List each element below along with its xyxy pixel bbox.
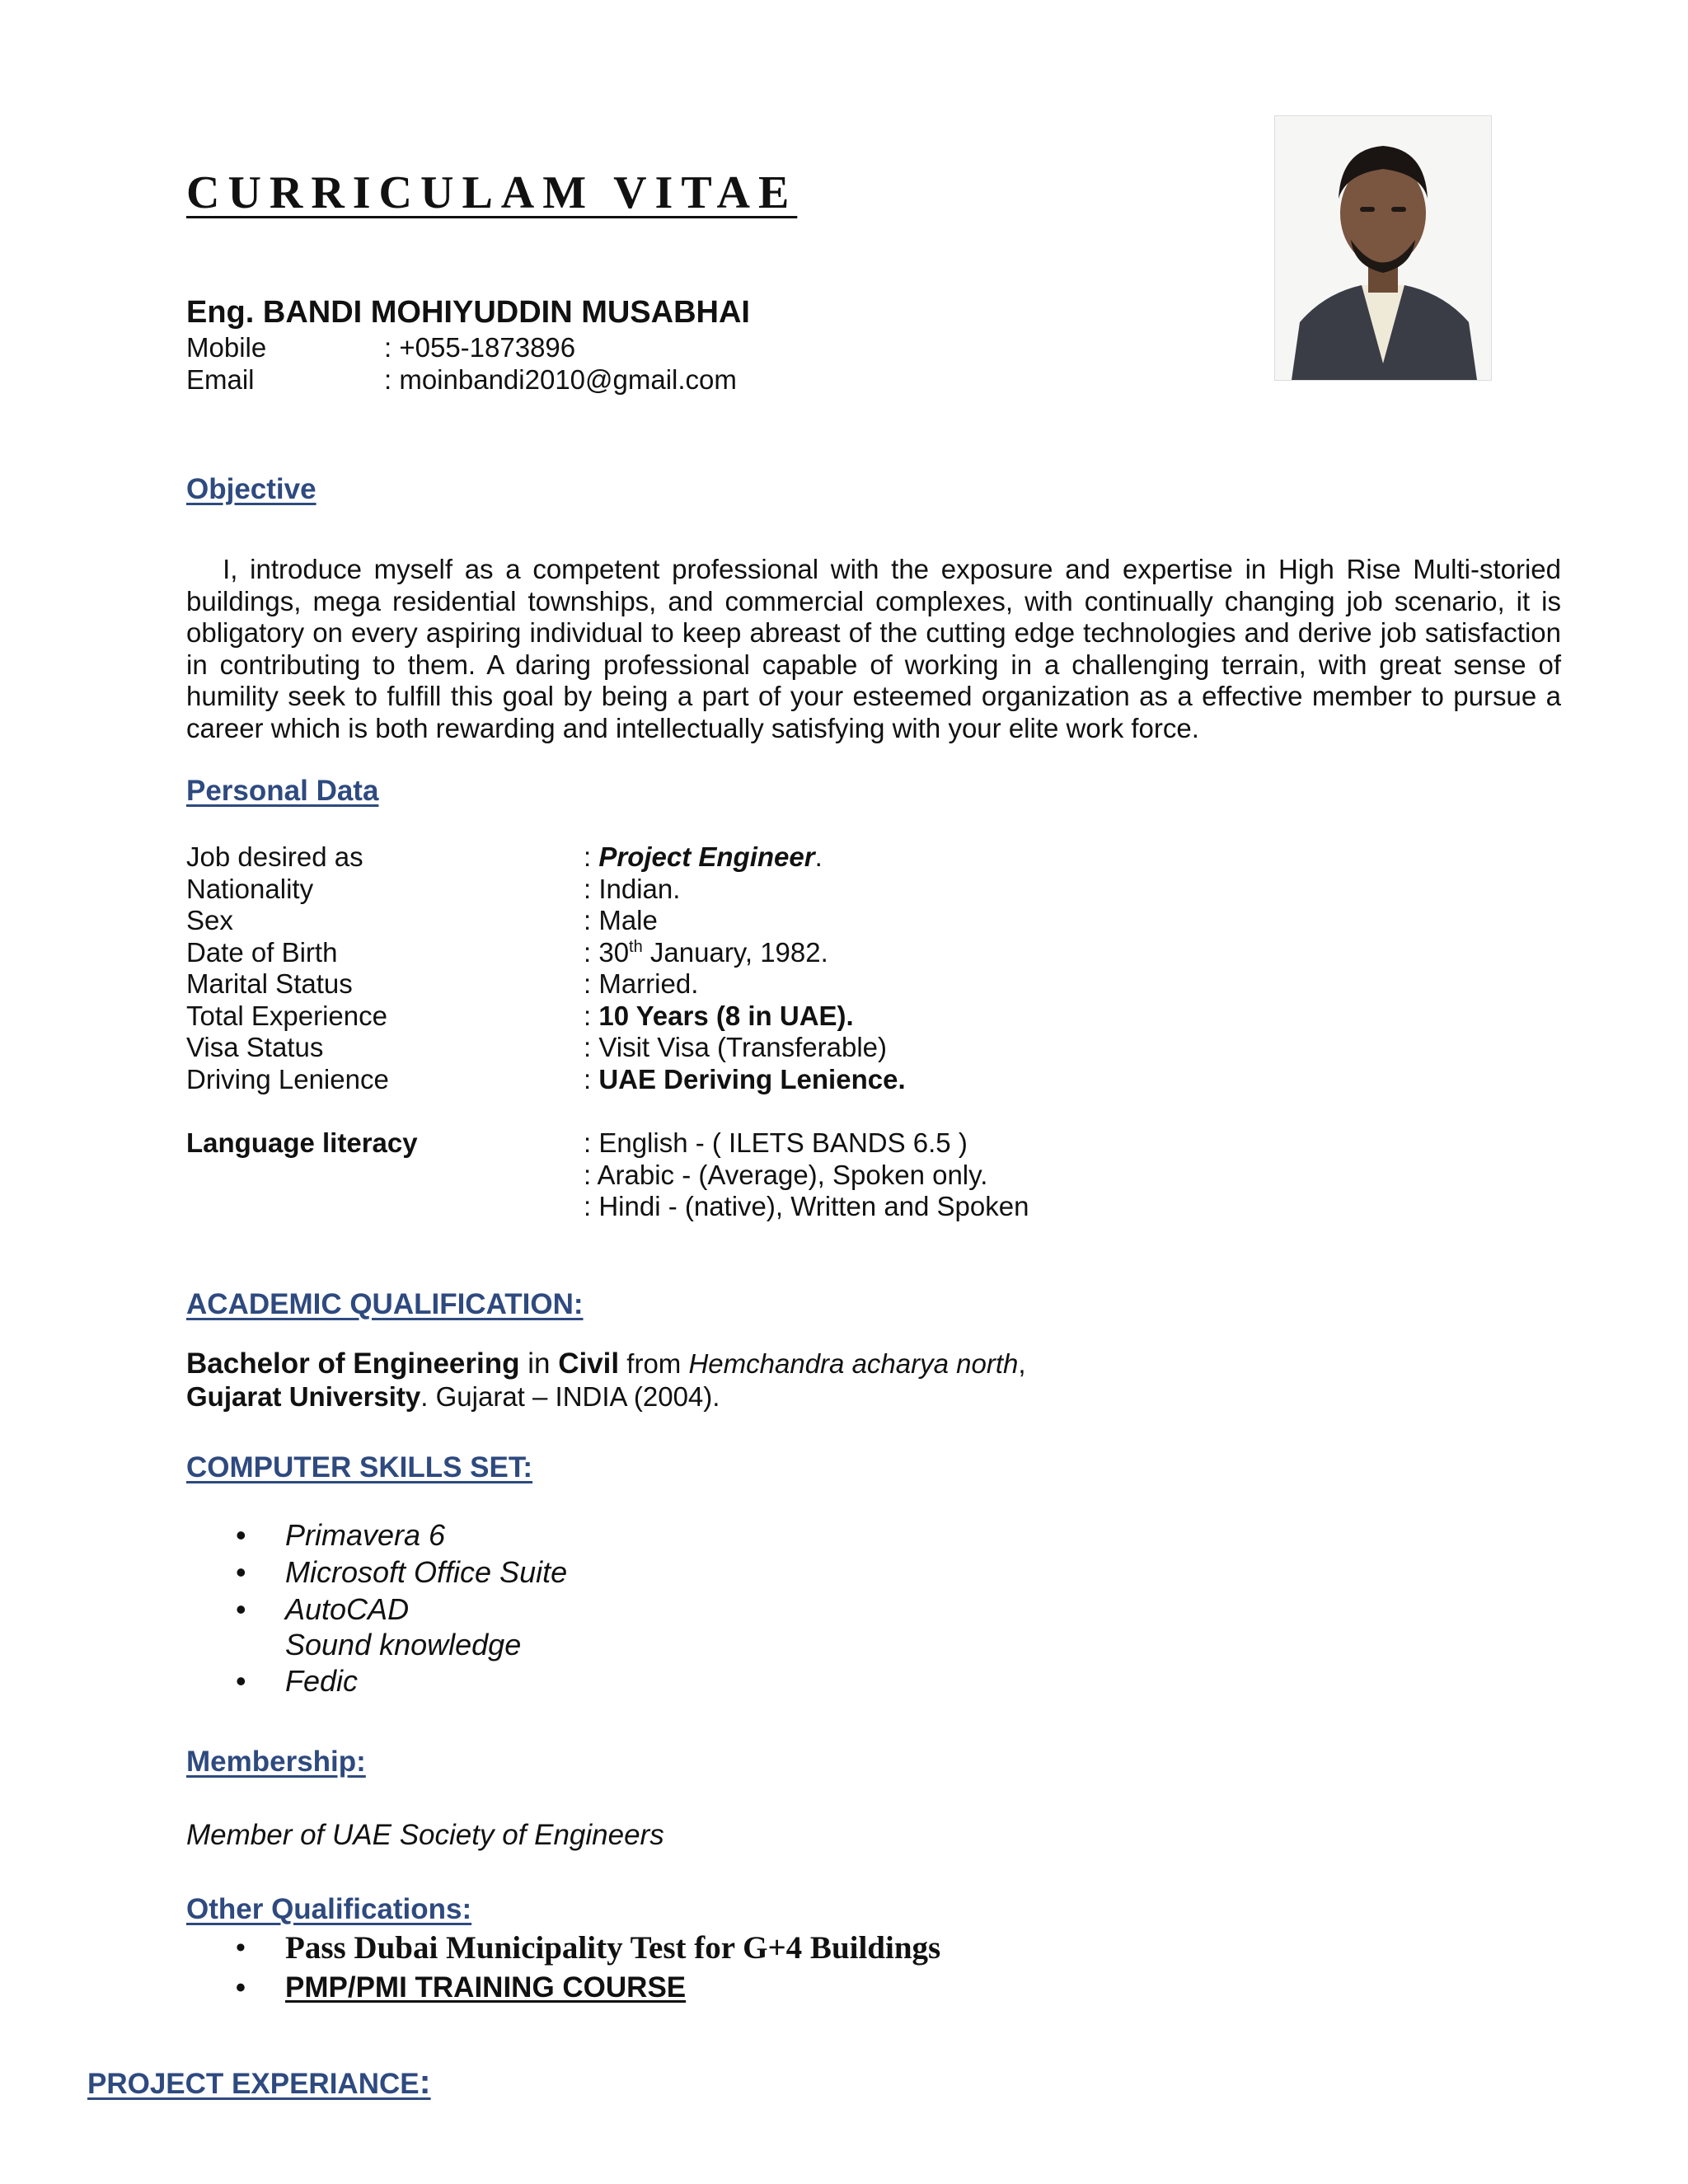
sex-value: : Male bbox=[584, 905, 658, 935]
dob-value bbox=[584, 937, 828, 968]
other-qualifications-heading: Other Qualifications: bbox=[186, 1893, 472, 1925]
qualification-item: • Pass Dubai Municipality Test for G+4 Buildings bbox=[186, 1929, 940, 1968]
driving-row bbox=[186, 1064, 906, 1095]
from-text: from bbox=[619, 1348, 689, 1379]
experience-value bbox=[584, 1001, 854, 1031]
skill-item: • Fedic bbox=[186, 1662, 567, 1699]
visa-label: Visa Status bbox=[186, 1032, 324, 1062]
nationality-row bbox=[186, 874, 680, 905]
job-label: Job desired as bbox=[186, 841, 363, 872]
dob-sup: th bbox=[629, 938, 643, 956]
mobile-row bbox=[186, 332, 575, 363]
language-english: : English - ( ILETS BANDS 6.5 ) bbox=[584, 1127, 968, 1158]
driving-value bbox=[584, 1064, 906, 1094]
skill-item: • Primavera 6 bbox=[186, 1516, 567, 1554]
language-label: Language literacy bbox=[186, 1127, 418, 1158]
skill-item: • AutoCAD bbox=[186, 1591, 567, 1628]
language-row-2 bbox=[186, 1160, 987, 1191]
objective-text bbox=[186, 554, 1561, 744]
email-row bbox=[186, 364, 737, 396]
project-experience-heading bbox=[87, 2062, 431, 2102]
sex-label: Sex bbox=[186, 905, 233, 935]
mobile-label: Mobile bbox=[186, 332, 267, 363]
project-experience-colon: : bbox=[419, 2062, 431, 2101]
comma: , bbox=[1018, 1348, 1026, 1379]
language-arabic: : Arabic - (Average), Spoken only. bbox=[584, 1160, 988, 1190]
college-name: Hemchandra acharya north bbox=[688, 1348, 1019, 1379]
document-title: CURRICULAM VITAE bbox=[186, 167, 798, 218]
project-experience-label: PROJECT EXPERIANCE bbox=[87, 2068, 420, 2100]
job-prefix: : bbox=[584, 841, 599, 872]
sex-row bbox=[186, 905, 658, 936]
experience-label: Total Experience bbox=[186, 1001, 387, 1031]
degree: Bachelor of Engineering bbox=[186, 1347, 520, 1380]
dob-row bbox=[186, 937, 828, 968]
objective-heading: Objective bbox=[186, 473, 316, 505]
experience-row bbox=[186, 1001, 854, 1032]
mobile-value: : +055-1873896 bbox=[384, 332, 576, 363]
membership-text: Member of UAE Society of Engineers bbox=[186, 1819, 664, 1851]
experience-text: 10 Years (8 in UAE). bbox=[598, 1001, 854, 1031]
marital-value: : Married. bbox=[584, 968, 699, 999]
university-place: . Gujarat – INDIA (2004). bbox=[420, 1381, 720, 1412]
degree-field: Civil bbox=[558, 1347, 620, 1380]
university-line bbox=[186, 1381, 720, 1413]
language-row-1 bbox=[186, 1127, 968, 1159]
experience-prefix: : bbox=[584, 1001, 599, 1031]
dob-suffix: January, 1982. bbox=[642, 937, 828, 968]
marital-row bbox=[186, 968, 698, 1000]
skill-item: Sound knowledge bbox=[285, 1628, 522, 1661]
skill-item: • Microsoft Office Suite bbox=[186, 1554, 567, 1591]
dob-label: Date of Birth bbox=[186, 937, 338, 968]
job-value bbox=[584, 841, 823, 872]
nationality-value: : Indian. bbox=[584, 874, 681, 904]
objective-body: I, introduce myself as a competent professional with the exposure and expertise in High Rise Multi-storied buildings, mega residential townships, and commercial complexes, with continually changing job scenario, it is obligatory on every aspiring individual to keep abreast of the cutting edge technologies and derive job satisfaction in contributing to them. A daring professional capable of working in a challenging terrain, with great sense of humility seek to fulfill this goal by being a part of your esteemed organization as a effective member to pursue a career which is both rewarding and intellectually satisfying with your elite work force. bbox=[186, 554, 1561, 743]
objective-indent bbox=[186, 554, 223, 584]
nationality-label: Nationality bbox=[186, 874, 314, 904]
driving-text: UAE Deriving Lenience. bbox=[598, 1064, 906, 1094]
profile-photo bbox=[1274, 115, 1492, 381]
visa-value: : Visit Visa (Transferable) bbox=[584, 1032, 888, 1062]
job-title: Project Engineer bbox=[598, 841, 815, 872]
language-hindi: : Hindi - (native), Written and Spoken bbox=[584, 1191, 1029, 1221]
marital-label: Marital Status bbox=[186, 968, 353, 999]
visa-row bbox=[186, 1032, 887, 1063]
personal-data-heading: Personal Data bbox=[186, 775, 379, 807]
email-value: : moinbandi2010@gmail.com bbox=[384, 364, 737, 395]
driving-prefix: : bbox=[584, 1064, 599, 1094]
degree-line bbox=[186, 1347, 1026, 1380]
dob-prefix: : 30 bbox=[584, 937, 630, 968]
job-row bbox=[186, 841, 823, 873]
candidate-name: Eng. BANDI MOHIYUDDIN MUSABHAI bbox=[186, 295, 750, 330]
qualification-item: • PMP/PMI TRAINING COURSE bbox=[186, 1968, 940, 2008]
driving-label: Driving Lenience bbox=[186, 1064, 389, 1094]
job-suffix: . bbox=[814, 841, 823, 872]
in-text: in bbox=[519, 1347, 559, 1380]
university-name: Gujarat University bbox=[186, 1381, 421, 1412]
other-qualifications-list bbox=[186, 1929, 940, 2008]
academic-heading: ACADEMIC QUALIFICATION: bbox=[186, 1288, 584, 1320]
membership-heading: Membership: bbox=[186, 1746, 366, 1778]
computer-skills-list bbox=[186, 1516, 567, 1699]
email-label: Email bbox=[186, 364, 255, 395]
computer-skills-heading: COMPUTER SKILLS SET: bbox=[186, 1451, 533, 1483]
language-row-3 bbox=[186, 1191, 1029, 1222]
